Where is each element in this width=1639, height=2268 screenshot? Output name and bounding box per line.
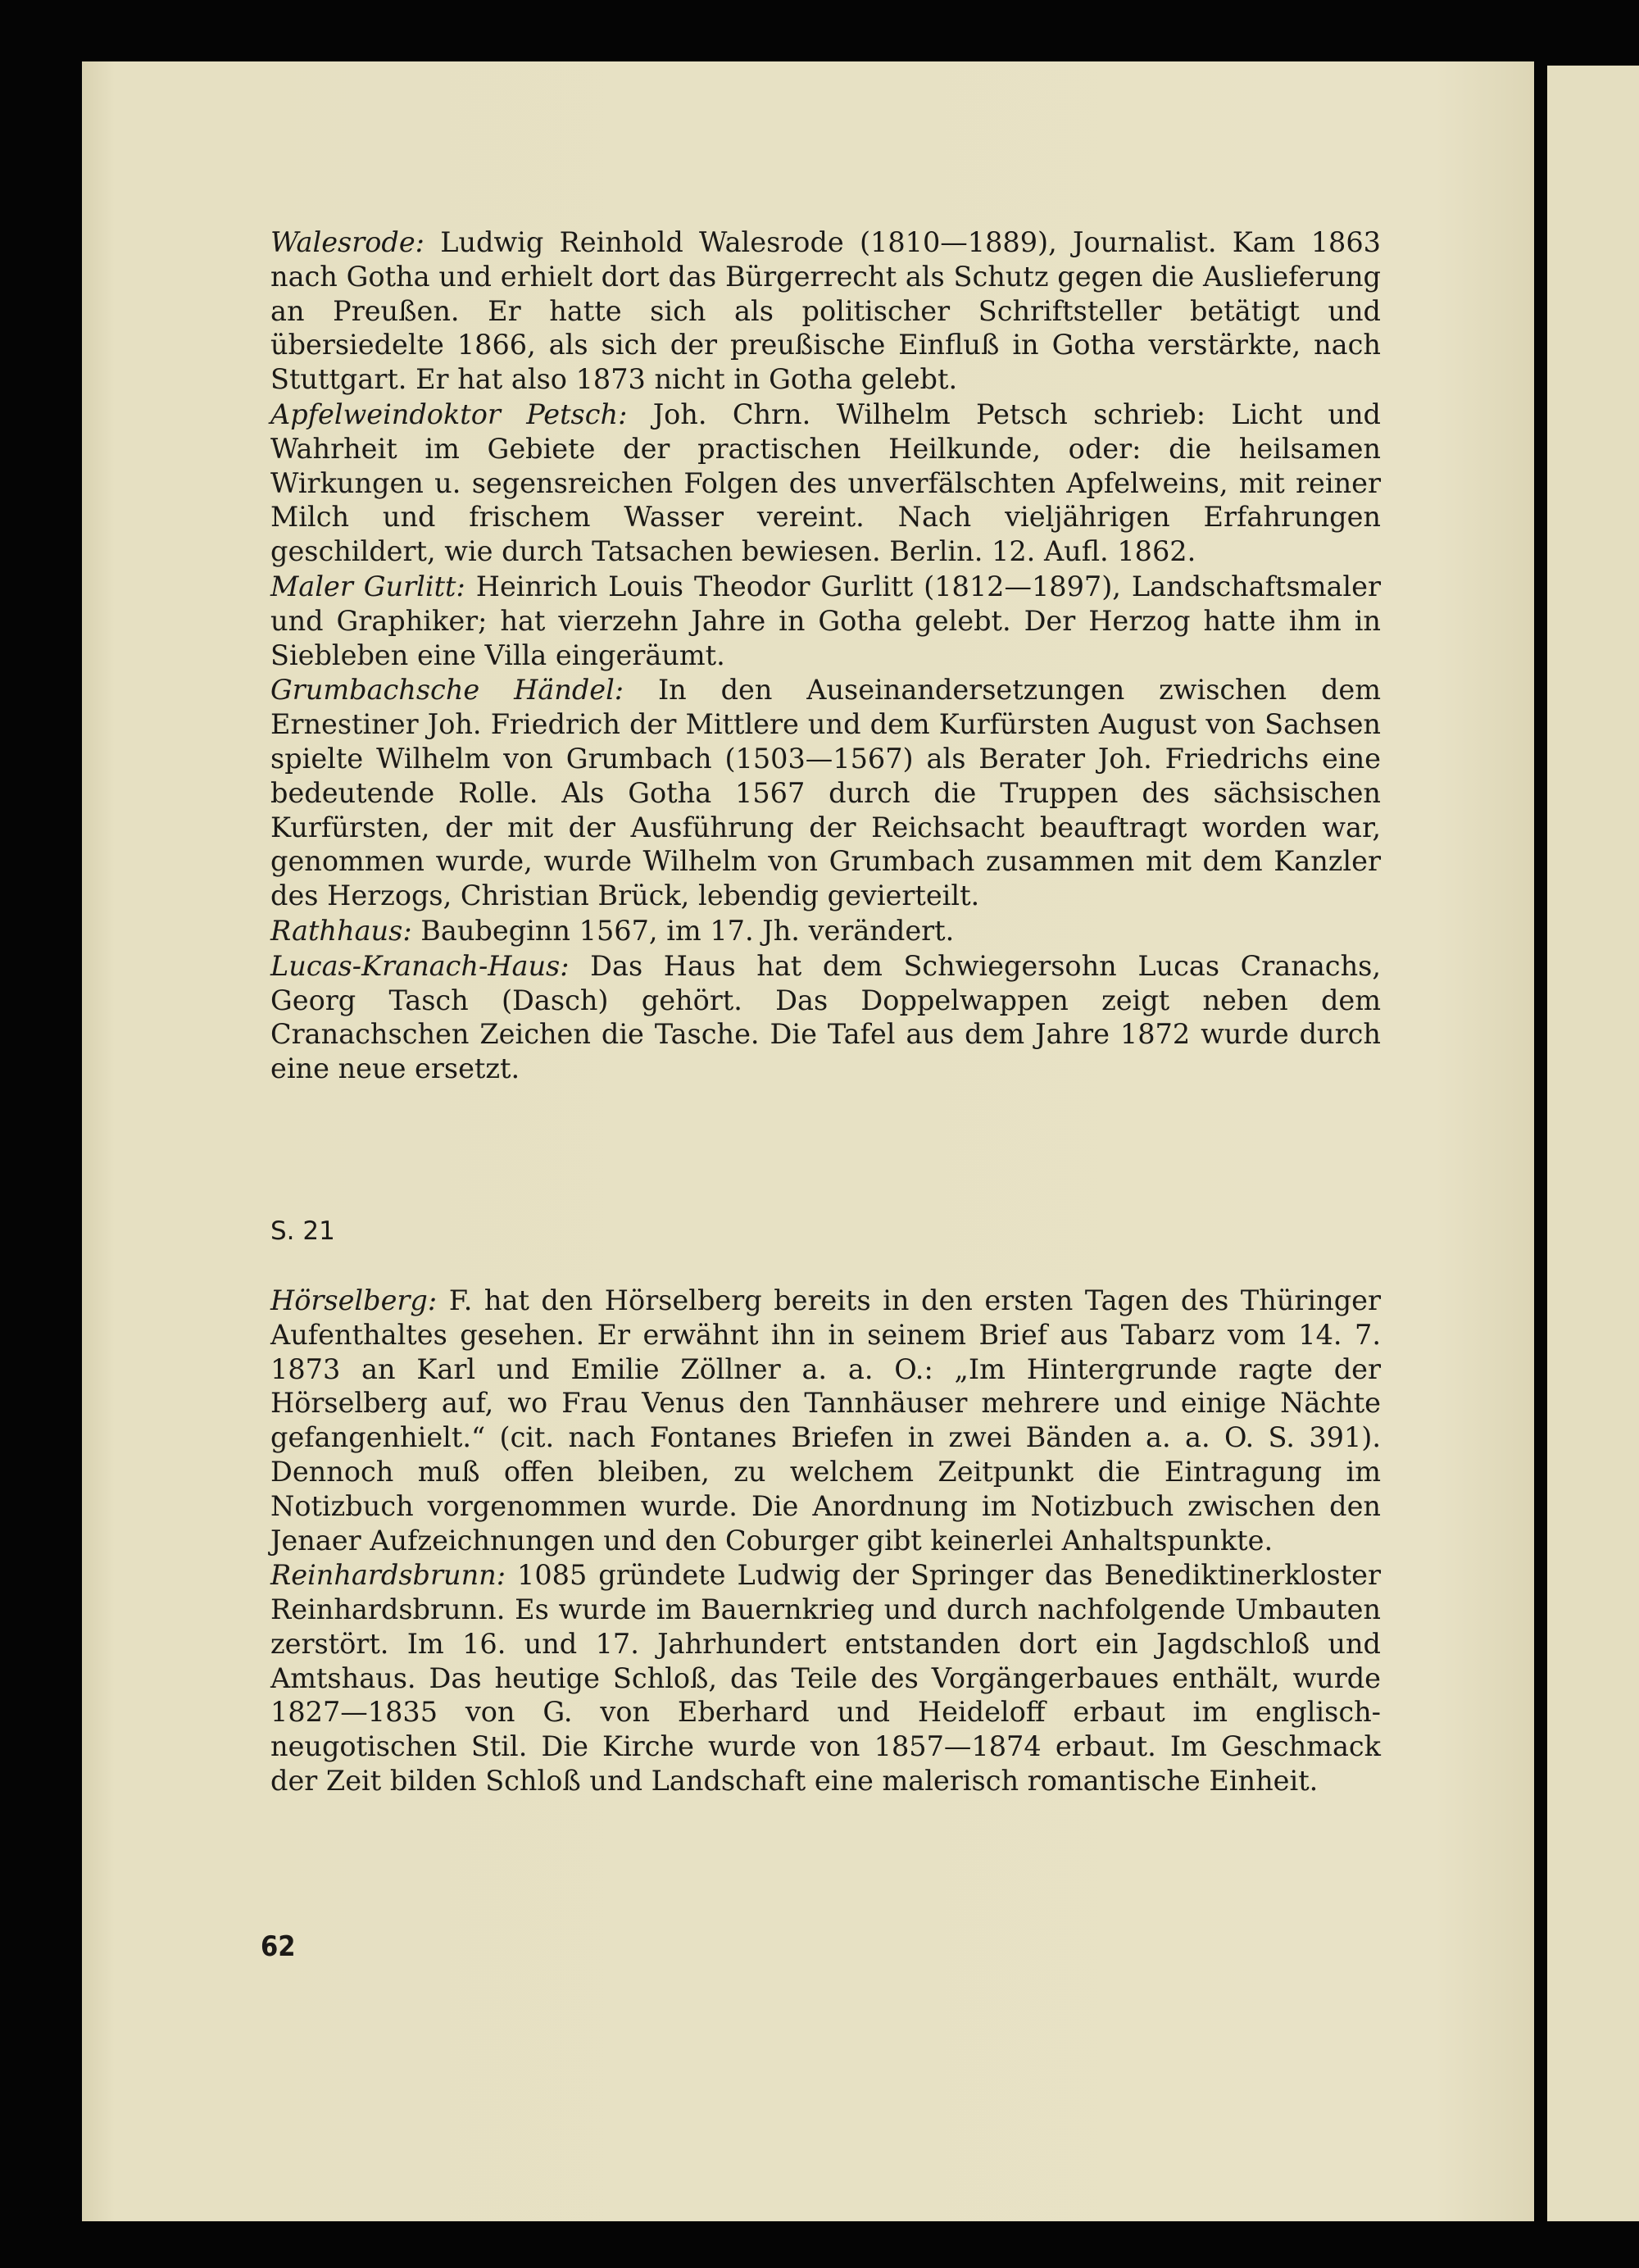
entry-walesrode	[270, 225, 1381, 397]
entry-term: Walesrode:	[270, 226, 425, 258]
entry-hoerselberg	[270, 1284, 1381, 1557]
entry-text: Baubeginn 1567, im 17. Jh. verändert.	[420, 914, 955, 947]
entry-text: 1085 gründete Ludwig der Springer das Benediktinerkloster Reinhardsbrunn. Es wurde im Bauernkrieg und durch nachfolgende Umbauten zerstört. Im 16. und 17. Jahrhundert entstanden dort ein Jagdschloß und Amtshaus. Das heutige Schloß, das Teile des Vorgängerbaues enthält, wurde 1827—1835 von G. von Eberhard und Heideloff erbaut im englisch-neugotischen Stil. Die Kirche wurde von 1857—1874 erbaut. Im Geschmack der Zeit bilden Schloß und Landschaft eine malerisch romantische Einheit.	[270, 1559, 1382, 1798]
entry-term: Hörselberg:	[270, 1284, 438, 1316]
entry-term: Rathhaus:	[270, 914, 412, 947]
adjacent-page-edge	[1547, 66, 1639, 2221]
entry-maler-gurlitt	[270, 570, 1381, 672]
entry-text: Joh. Chrn. Wilhelm Petsch schrieb: Licht und Wahrheit im Gebiete der practischen Heilkunde, oder: die heilsamen Wirkungen u. segensreichen Folgen des unverfälschten Apfelweins, mit reiner Milch und frischem Wasser vereint. Nach vieljährigen Erfahrungen geschildert, wie durch Tatsachen bewiesen. Berlin. 12. Aufl. 1862.	[270, 398, 1381, 568]
entry-lucas-kranach-haus	[270, 949, 1381, 1086]
entry-text: Das Haus hat dem Schwiegersohn Lucas Cranachs, Georg Tasch (Dasch) gehört. Das Doppelwappen zeigt neben dem Cranachschen Zeichen die Tasche. Die Tafel aus dem Jahre 1872 wurde durch eine neue ersetzt.	[270, 949, 1381, 1085]
entry-text: F. hat den Hörselberg bereits in den ersten Tagen des Thüringer Aufenthaltes gesehen. Er erwähnt ihn in seinem Brief aus Tabarz vom 14. 7. 1873 an Karl und Emilie Zöllner a. a. O.: „Im Hintergrunde ragte der Hörselberg auf, wo Frau Venus den Tannhäuser mehrere und einige Nächte gefangenhielt.“ (cit. nach Fontanes Briefen in zwei Bänden a. a. O. S. 391). Dennoch muß offen bleiben, zu welchem Zeitpunkt die Eintragung im Notizbuch vorgenommen wurde. Die Anordnung im Notizbuch zwischen den Jenaer Aufzeichnungen und den Coburger gibt keinerlei Anhaltspunkte.	[270, 1284, 1381, 1557]
entry-grumbachsche-haendel	[270, 673, 1381, 913]
entry-text: In den Auseinandersetzungen zwischen dem Ernestiner Joh. Friedrich der Mittlere und dem Kurfürsten August von Sachsen spielte Wilhelm von Grumbach (1503—1567) als Berater Joh. Friedrichs eine bedeutende Rolle. Als Gotha 1567 durch die Truppen des sächsischen Kurfürsten, der mit der Ausführung der Reichsacht beauftragt worden war, genommen wurde, wurde Wilhelm von Grumbach zusammen mit dem Kanzler des Herzogs, Christian Brück, lebendig gevierteilt.	[270, 674, 1381, 912]
entry-reinhardsbrunn	[270, 1558, 1381, 1798]
section-label: S. 21	[270, 1216, 335, 1246]
entry-term: Lucas-Kranach-Haus:	[270, 949, 570, 982]
entry-apfelweindoktor-petsch	[270, 398, 1381, 569]
entry-rathhaus	[270, 914, 1381, 948]
entry-term: Grumbachsche Händel:	[270, 674, 624, 707]
entry-term: Apfelweindoktor Petsch:	[270, 398, 628, 430]
entry-text: Ludwig Reinhold Walesrode (1810—1889), Journalist. Kam 1863 nach Gotha und erhielt dort das Bürgerrecht als Schutz gegen die Auslieferung an Preußen. Er hatte sich als politischer Schriftsteller betätigt und übersiedelte 1866, als sich der preußische Einfluß in Gotha verstärkte, nach Stuttgart. Er hat also 1873 nicht in Gotha gelebt.	[270, 226, 1381, 396]
page-content	[270, 225, 1381, 1798]
page-number: 62	[261, 1930, 296, 1963]
entry-term: Reinhardsbrunn:	[270, 1559, 506, 1592]
entry-term: Maler Gurlitt:	[270, 570, 465, 602]
entry-text: Heinrich Louis Theodor Gurlitt (1812—1897), Landschaftsmaler und Graphiker; hat vierzehn Jahre in Gotha gelebt. Der Herzog hatte ihm in Siebleben eine Villa eingeräumt.	[270, 570, 1381, 671]
